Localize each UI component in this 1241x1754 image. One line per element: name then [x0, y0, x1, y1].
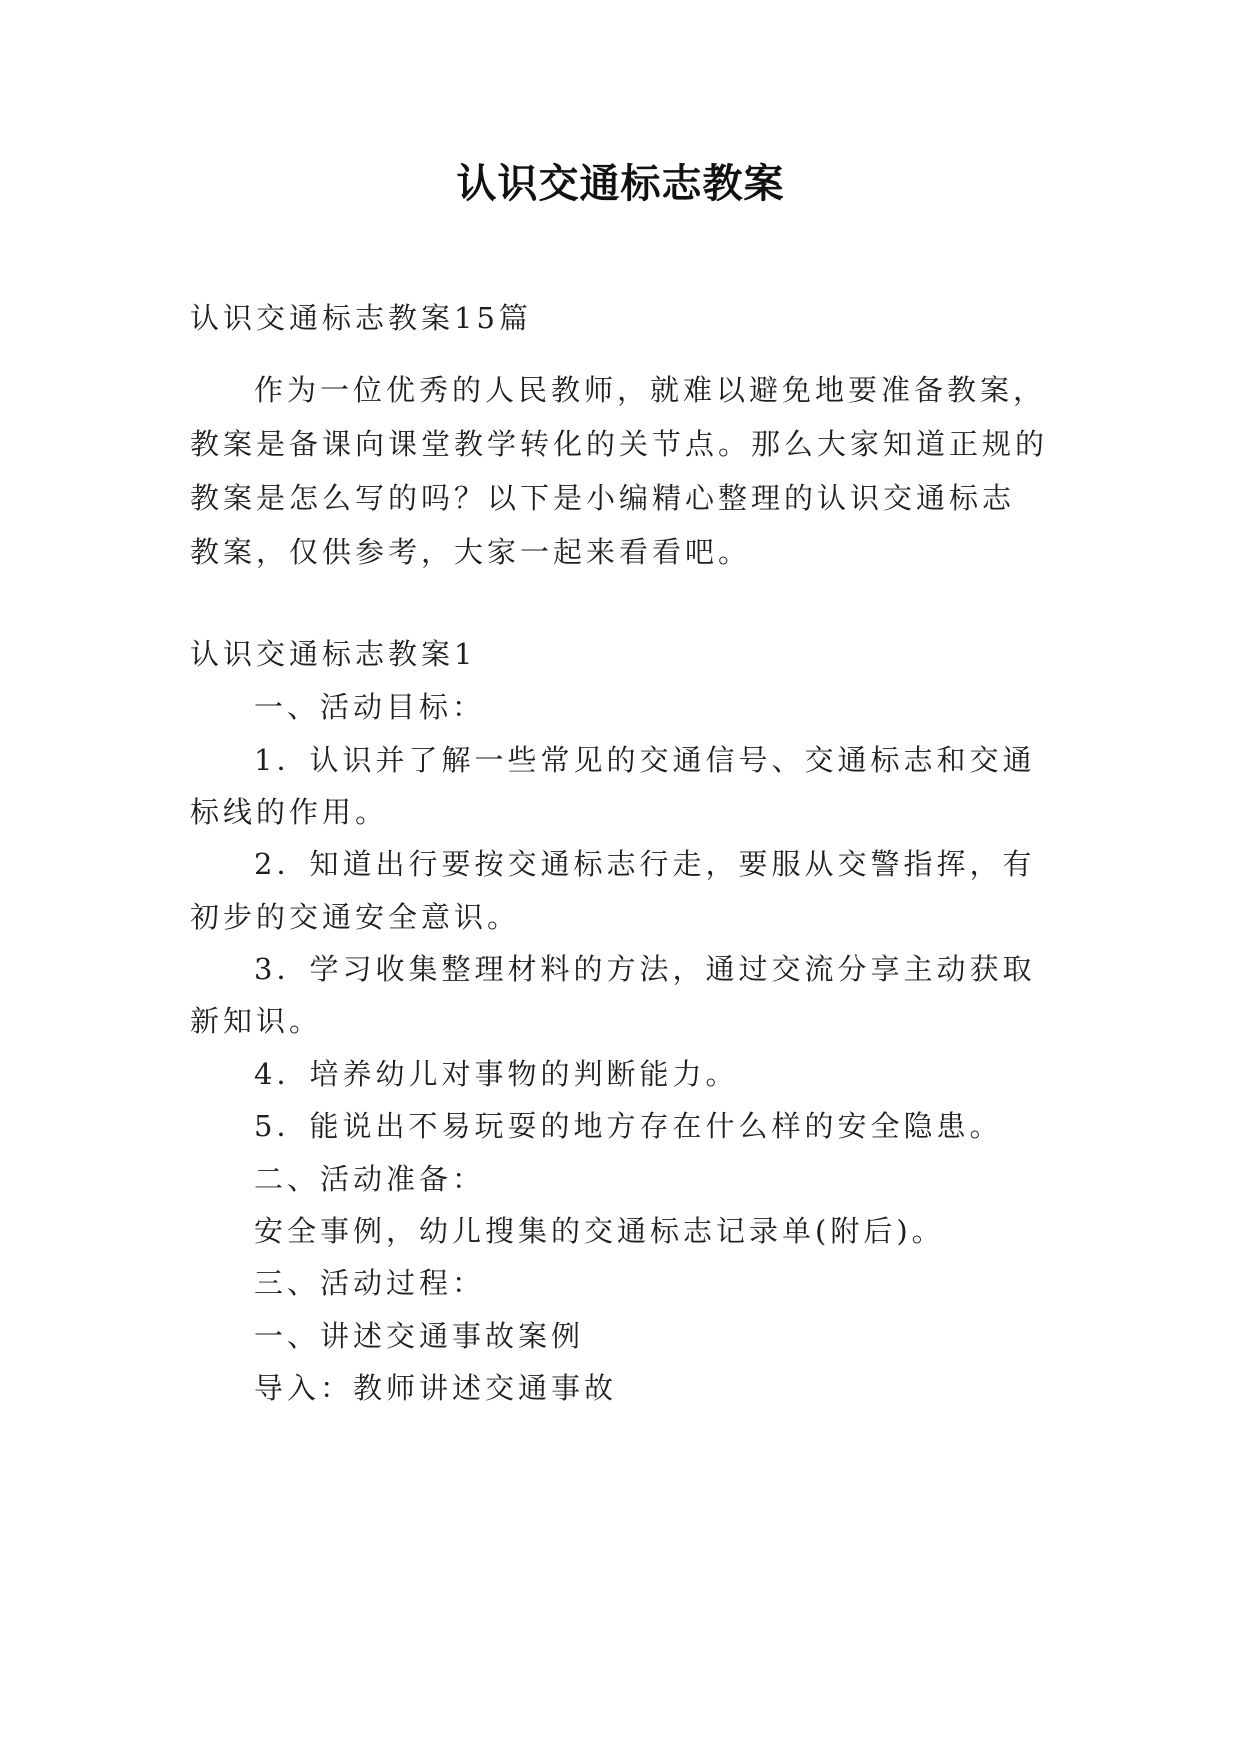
intro-line: 教案，仅供参考，大家一起来看看吧。 — [190, 535, 752, 569]
body-line: 5．能说出不易玩耍的地方存在什么样的安全隐患。 — [254, 1109, 1003, 1143]
intro-line: 教案是备课向课堂教学转化的关节点。那么大家知道正规的 — [190, 427, 1049, 461]
document-title: 认识交通标志教案 — [456, 160, 785, 207]
section-heading: 认识交通标志教案1 — [190, 637, 477, 671]
document-subtitle: 认识交通标志教案15篇 — [190, 301, 532, 335]
body-line: 2．知道出行要按交通标志行走，要服从交警指挥，有 — [254, 847, 1036, 881]
body-line: 一、讲述交通事故案例 — [254, 1319, 585, 1353]
body-line: 一、活动目标： — [254, 690, 486, 724]
body-line: 安全事例，幼儿搜集的交通标志记录单(附后)。 — [254, 1214, 945, 1248]
body-line: 1．认识并了解一些常见的交通信号、交通标志和交通 — [254, 743, 1036, 777]
intro-line: 作为一位优秀的人民教师，就难以避免地要准备教案， — [254, 373, 1047, 407]
body-line: 三、活动过程： — [254, 1266, 486, 1300]
body-line: 初步的交通安全意识。 — [190, 900, 521, 934]
intro-line: 教案是怎么写的吗？以下是小编精心整理的认识交通标志 — [190, 481, 1016, 515]
body-line: 新知识。 — [190, 1004, 323, 1038]
body-line: 标线的作用。 — [190, 795, 389, 829]
body-line: 二、活动准备： — [254, 1162, 486, 1196]
body-line: 3．学习收集整理材料的方法，通过交流分享主动获取 — [254, 952, 1036, 986]
body-line: 4．培养幼儿对事物的判断能力。 — [254, 1057, 739, 1091]
body-line: 导入：教师讲述交通事故 — [254, 1371, 618, 1405]
